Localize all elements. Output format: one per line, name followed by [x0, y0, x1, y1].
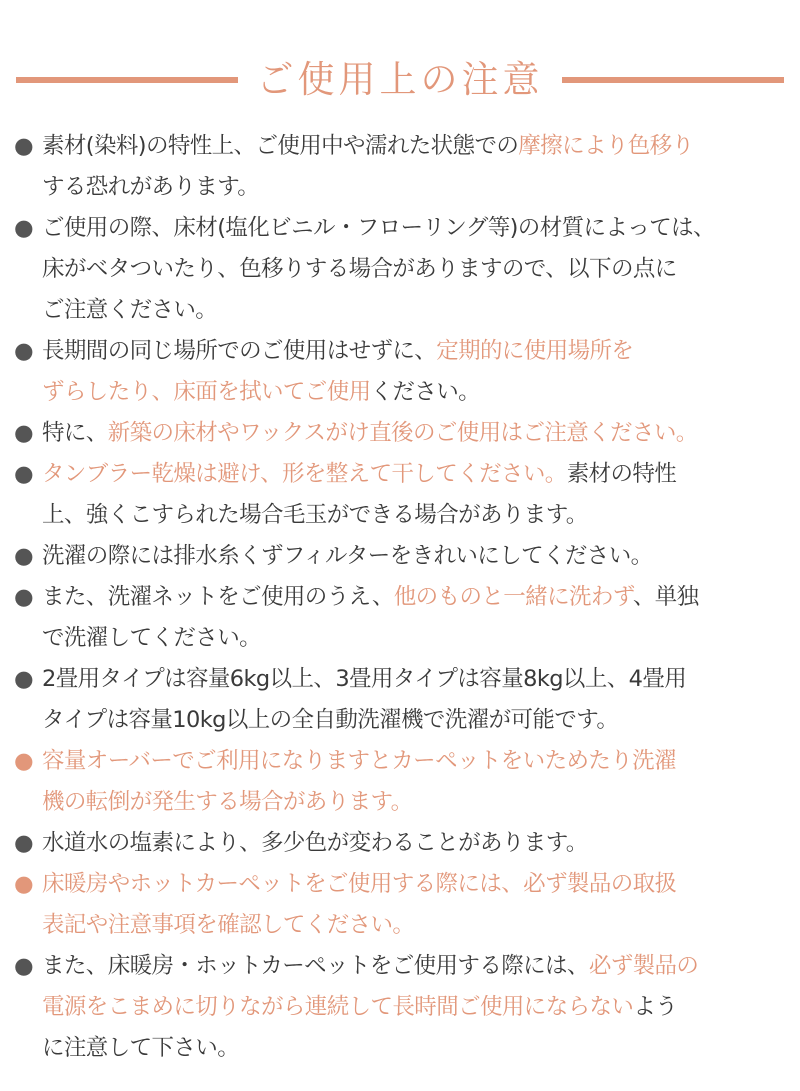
caution-line [42, 290, 790, 331]
highlighted-text: 床暖房やホットカーペットをご使用する際には、必ず製品の取扱 [42, 871, 677, 897]
caution-item [14, 823, 790, 864]
highlighted-text: 摩擦により色移り [518, 133, 694, 159]
title-divider-right [562, 77, 784, 83]
caution-text: 上、強くこすられた場合毛玉ができる場合があります。 [42, 502, 588, 528]
caution-line [42, 577, 790, 618]
caution-text: ご注意ください。 [42, 297, 218, 323]
caution-line [42, 413, 790, 454]
caution-text: ご使用の際、床材(塩化ビニル・フローリング等)の材質によっては、 [42, 215, 715, 241]
bullet-dot-icon: ● [14, 461, 34, 487]
caution-text: 長期間の同じ場所でのご使用はせずに、 [42, 338, 437, 364]
caution-line [42, 864, 790, 905]
caution-line [42, 495, 790, 536]
caution-text: 素材(染料)の特性上、ご使用中や濡れた状態での [42, 133, 519, 159]
caution-line [42, 331, 790, 372]
caution-text: 床がベタついたり、色移りする場合がありますので、以下の点に [42, 256, 677, 282]
caution-item [14, 454, 790, 536]
bullet-dot-icon: ● [14, 953, 34, 979]
title-divider-left [16, 77, 238, 83]
caution-text: 、単独 [632, 584, 699, 610]
caution-line [42, 618, 790, 659]
caution-line [42, 536, 790, 577]
bullet-dot-icon: ● [14, 666, 34, 692]
caution-text: で洗濯してください。 [42, 625, 262, 651]
caution-text: 特に、 [42, 420, 108, 446]
caution-item [14, 577, 790, 659]
bullet-dot-icon: ● [14, 420, 34, 446]
caution-text: 洗濯の際には排水糸くずフィルターをきれいにしてください。 [42, 543, 653, 569]
bullet-dot-icon: ● [14, 133, 34, 159]
page-title: ご使用上の注意 [256, 58, 544, 101]
caution-text: タイプは容量10kg以上の全自動洗濯機で洗濯が可能です。 [42, 707, 619, 733]
caution-item [14, 946, 790, 1069]
caution-line [42, 454, 790, 495]
caution-text: また、洗濯ネットをご使用のうえ、 [42, 584, 394, 610]
caution-text: に注意して下さい。 [42, 1035, 240, 1061]
bullet-dot-icon: ● [14, 543, 34, 569]
caution-text: よう [633, 994, 678, 1020]
caution-item [14, 208, 790, 331]
bullet-dot-icon: ● [14, 215, 34, 241]
caution-line [42, 126, 790, 167]
highlighted-text: 必ず製品の [588, 953, 699, 979]
highlighted-text: 新築の床材やワックスがけ直後のご使用はご注意ください。 [107, 420, 698, 446]
highlighted-text: 容量オーバーでご利用になりますとカーペットをいためたり洗濯 [42, 748, 676, 774]
caution-item [14, 126, 790, 208]
caution-item [14, 536, 790, 577]
highlighted-text: 他のものと一緒に洗わず [393, 584, 633, 610]
highlighted-text: 機の転倒が発生する場合があります。 [42, 789, 413, 815]
caution-text: ください。 [370, 379, 481, 405]
caution-line [42, 167, 790, 208]
highlighted-text: 表記や注意事項を確認してください。 [42, 912, 415, 938]
caution-line [42, 946, 790, 987]
bullet-dot-icon: ● [14, 584, 34, 610]
caution-text: 素材の特性 [566, 461, 677, 487]
caution-line [42, 208, 790, 249]
caution-item [14, 741, 790, 823]
caution-item [14, 331, 790, 413]
caution-line [42, 372, 790, 413]
caution-text: 2畳用タイプは容量6kg以上、3畳用タイプは容量8kg以上、4畳用 [42, 666, 687, 692]
bullet-dot-icon: ● [14, 871, 34, 897]
page-header [0, 52, 800, 108]
caution-text: また、床暖房・ホットカーペットをご使用する際には、 [42, 953, 589, 979]
caution-line [42, 987, 790, 1028]
highlighted-text: 電源をこまめに切りながら連続して長時間ご使用にならない [42, 994, 634, 1020]
caution-list [14, 126, 790, 1069]
bullet-dot-icon: ● [14, 338, 34, 364]
caution-line [42, 823, 790, 864]
caution-text: 水道水の塩素により、多少色が変わることがあります。 [42, 830, 588, 856]
caution-line [42, 1028, 790, 1069]
caution-line [42, 782, 790, 823]
caution-line [42, 249, 790, 290]
highlighted-text: ずらしたり、床面を拭いてご使用 [42, 379, 371, 405]
caution-item [14, 864, 790, 946]
caution-line [42, 905, 790, 946]
caution-line [42, 659, 790, 700]
caution-line [42, 741, 790, 782]
bullet-dot-icon: ● [14, 748, 34, 774]
caution-item [14, 659, 790, 741]
highlighted-text: 定期的に使用場所を [436, 338, 634, 364]
caution-line [42, 700, 790, 741]
caution-text: する恐れがあります。 [42, 174, 260, 200]
highlighted-text: タンブラー乾燥は避け、形を整えて干してください。 [42, 461, 567, 487]
bullet-dot-icon: ● [14, 830, 34, 856]
caution-item [14, 413, 790, 454]
